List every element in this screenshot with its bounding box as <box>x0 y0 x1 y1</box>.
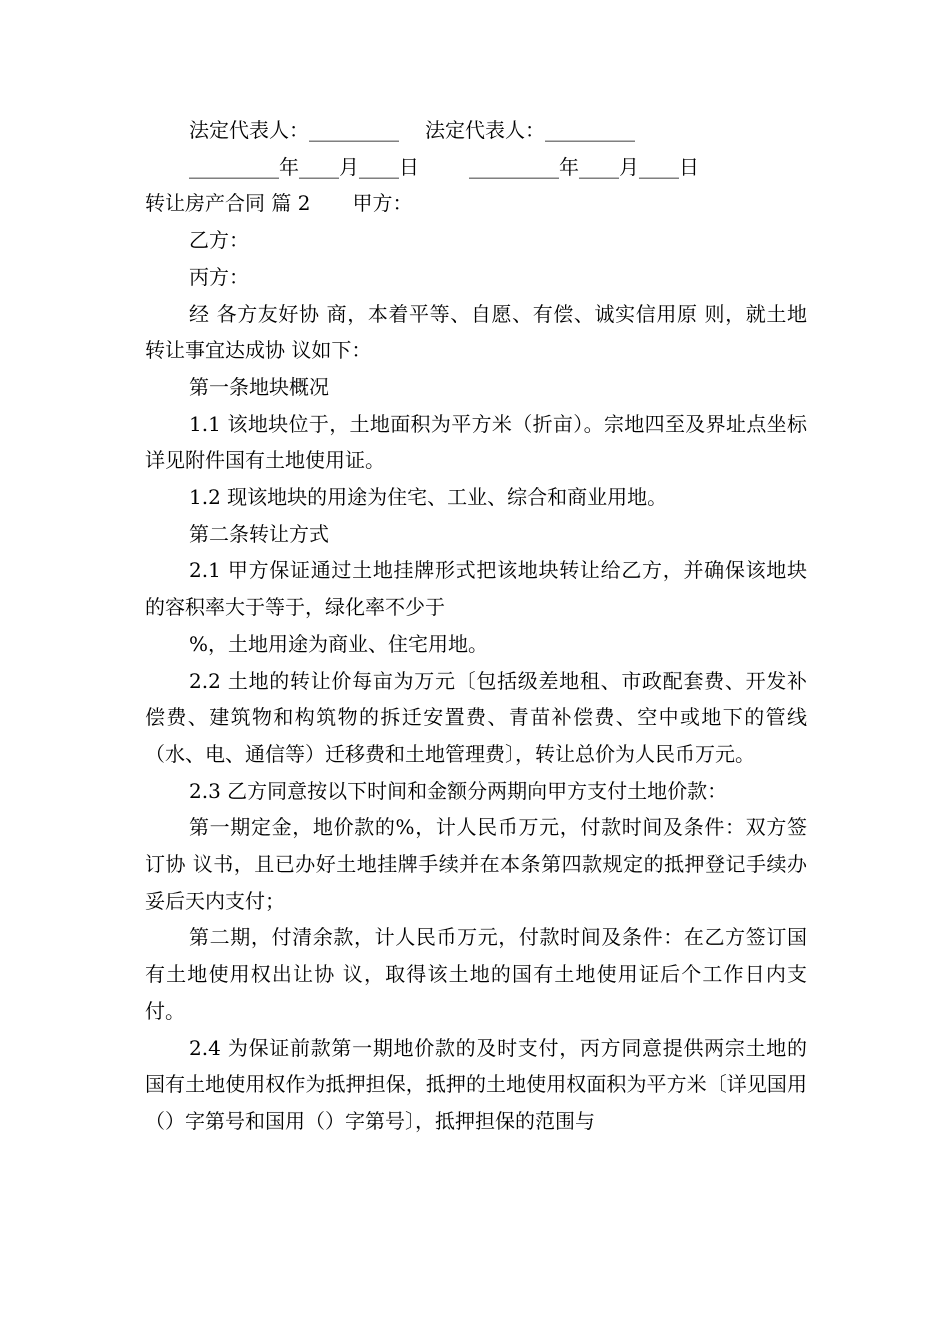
party-a-label: 甲方： <box>352 191 413 216</box>
clause-2-4: 2.4 为保证前款第一期地价款的及时支付，丙方同意提供两宗土地的国有土地使用权作为抵押担保，抵押的土地使用权面积为平方米〔详见国用（）字第号和国用（）字第号〕，抵押担保的范围与 <box>145 1035 807 1133</box>
signature-date-left: _________年____月____日 <box>189 154 419 179</box>
contract-title: 转让房产合同 篇 2 <box>145 191 311 216</box>
legal-representative-right: 法定代表人：_________ <box>425 118 635 142</box>
legal-representative-left: 法定代表人：_________ <box>189 118 399 142</box>
second-installment-paragraph: 第二期，付清余款，计人民币万元，付款时间及条件：在乙方签订国有土地使用权出让协 议，取得该土地的国有土地使用证后个工作日内支付。 <box>145 925 807 1023</box>
clause-2-2: 2.2 土地的转让价每亩为万元〔包括级差地租、市政配套费、开发补偿费、建筑物和构筑物的拆迁安置费、青苗补偿费、空中或地下的管线（水、电、通信等）迁移费和土地管理费〕，转让总价为人民币万元。 <box>145 668 807 766</box>
preamble-paragraph: 经 各方友好协 商，本着平等、自愿、有偿、诚实信用原 则，就土地转让事宜达成协 议如下： <box>145 301 807 363</box>
party-b-label: 乙方： <box>189 228 249 253</box>
contract-heading <box>145 185 807 222</box>
signature-representative-row <box>145 112 807 149</box>
clause-1-2: 1.2 现该地块的用途为住宅、工业、综合和商业用地。 <box>189 485 668 510</box>
first-installment-paragraph: 第一期定金，地价款的%，计人民币万元，付款时间及条件：双方签订协 议书，且已办好土地挂牌手续并在本条第四款规定的抵押登记手续办妥后天内支付； <box>145 815 807 913</box>
article-1-heading: 第一条地块概况 <box>189 374 329 399</box>
document-body <box>145 112 807 1140</box>
signature-date-row <box>145 149 807 186</box>
clause-2-3: 2.3 乙方同意按以下时间和金额分两期向甲方支付土地价款： <box>189 778 728 803</box>
clause-2-1: 2.1 甲方保证通过土地挂牌形式把该地块转让给乙方，并确保该地块的容积率大于等于，绿化率不少于 <box>145 558 807 620</box>
party-c-label: 丙方： <box>189 264 249 289</box>
clause-1-1: 1.1 该地块位于，土地面积为平方米（折亩）。宗地四至及界址点坐标详见附件国有土地使用证。 <box>145 411 807 473</box>
clause-2-1-continued: %，土地用途为商业、住宅用地。 <box>189 631 489 656</box>
article-2-heading: 第二条转让方式 <box>189 521 329 546</box>
signature-date-right: _________年____月____日 <box>469 154 699 179</box>
